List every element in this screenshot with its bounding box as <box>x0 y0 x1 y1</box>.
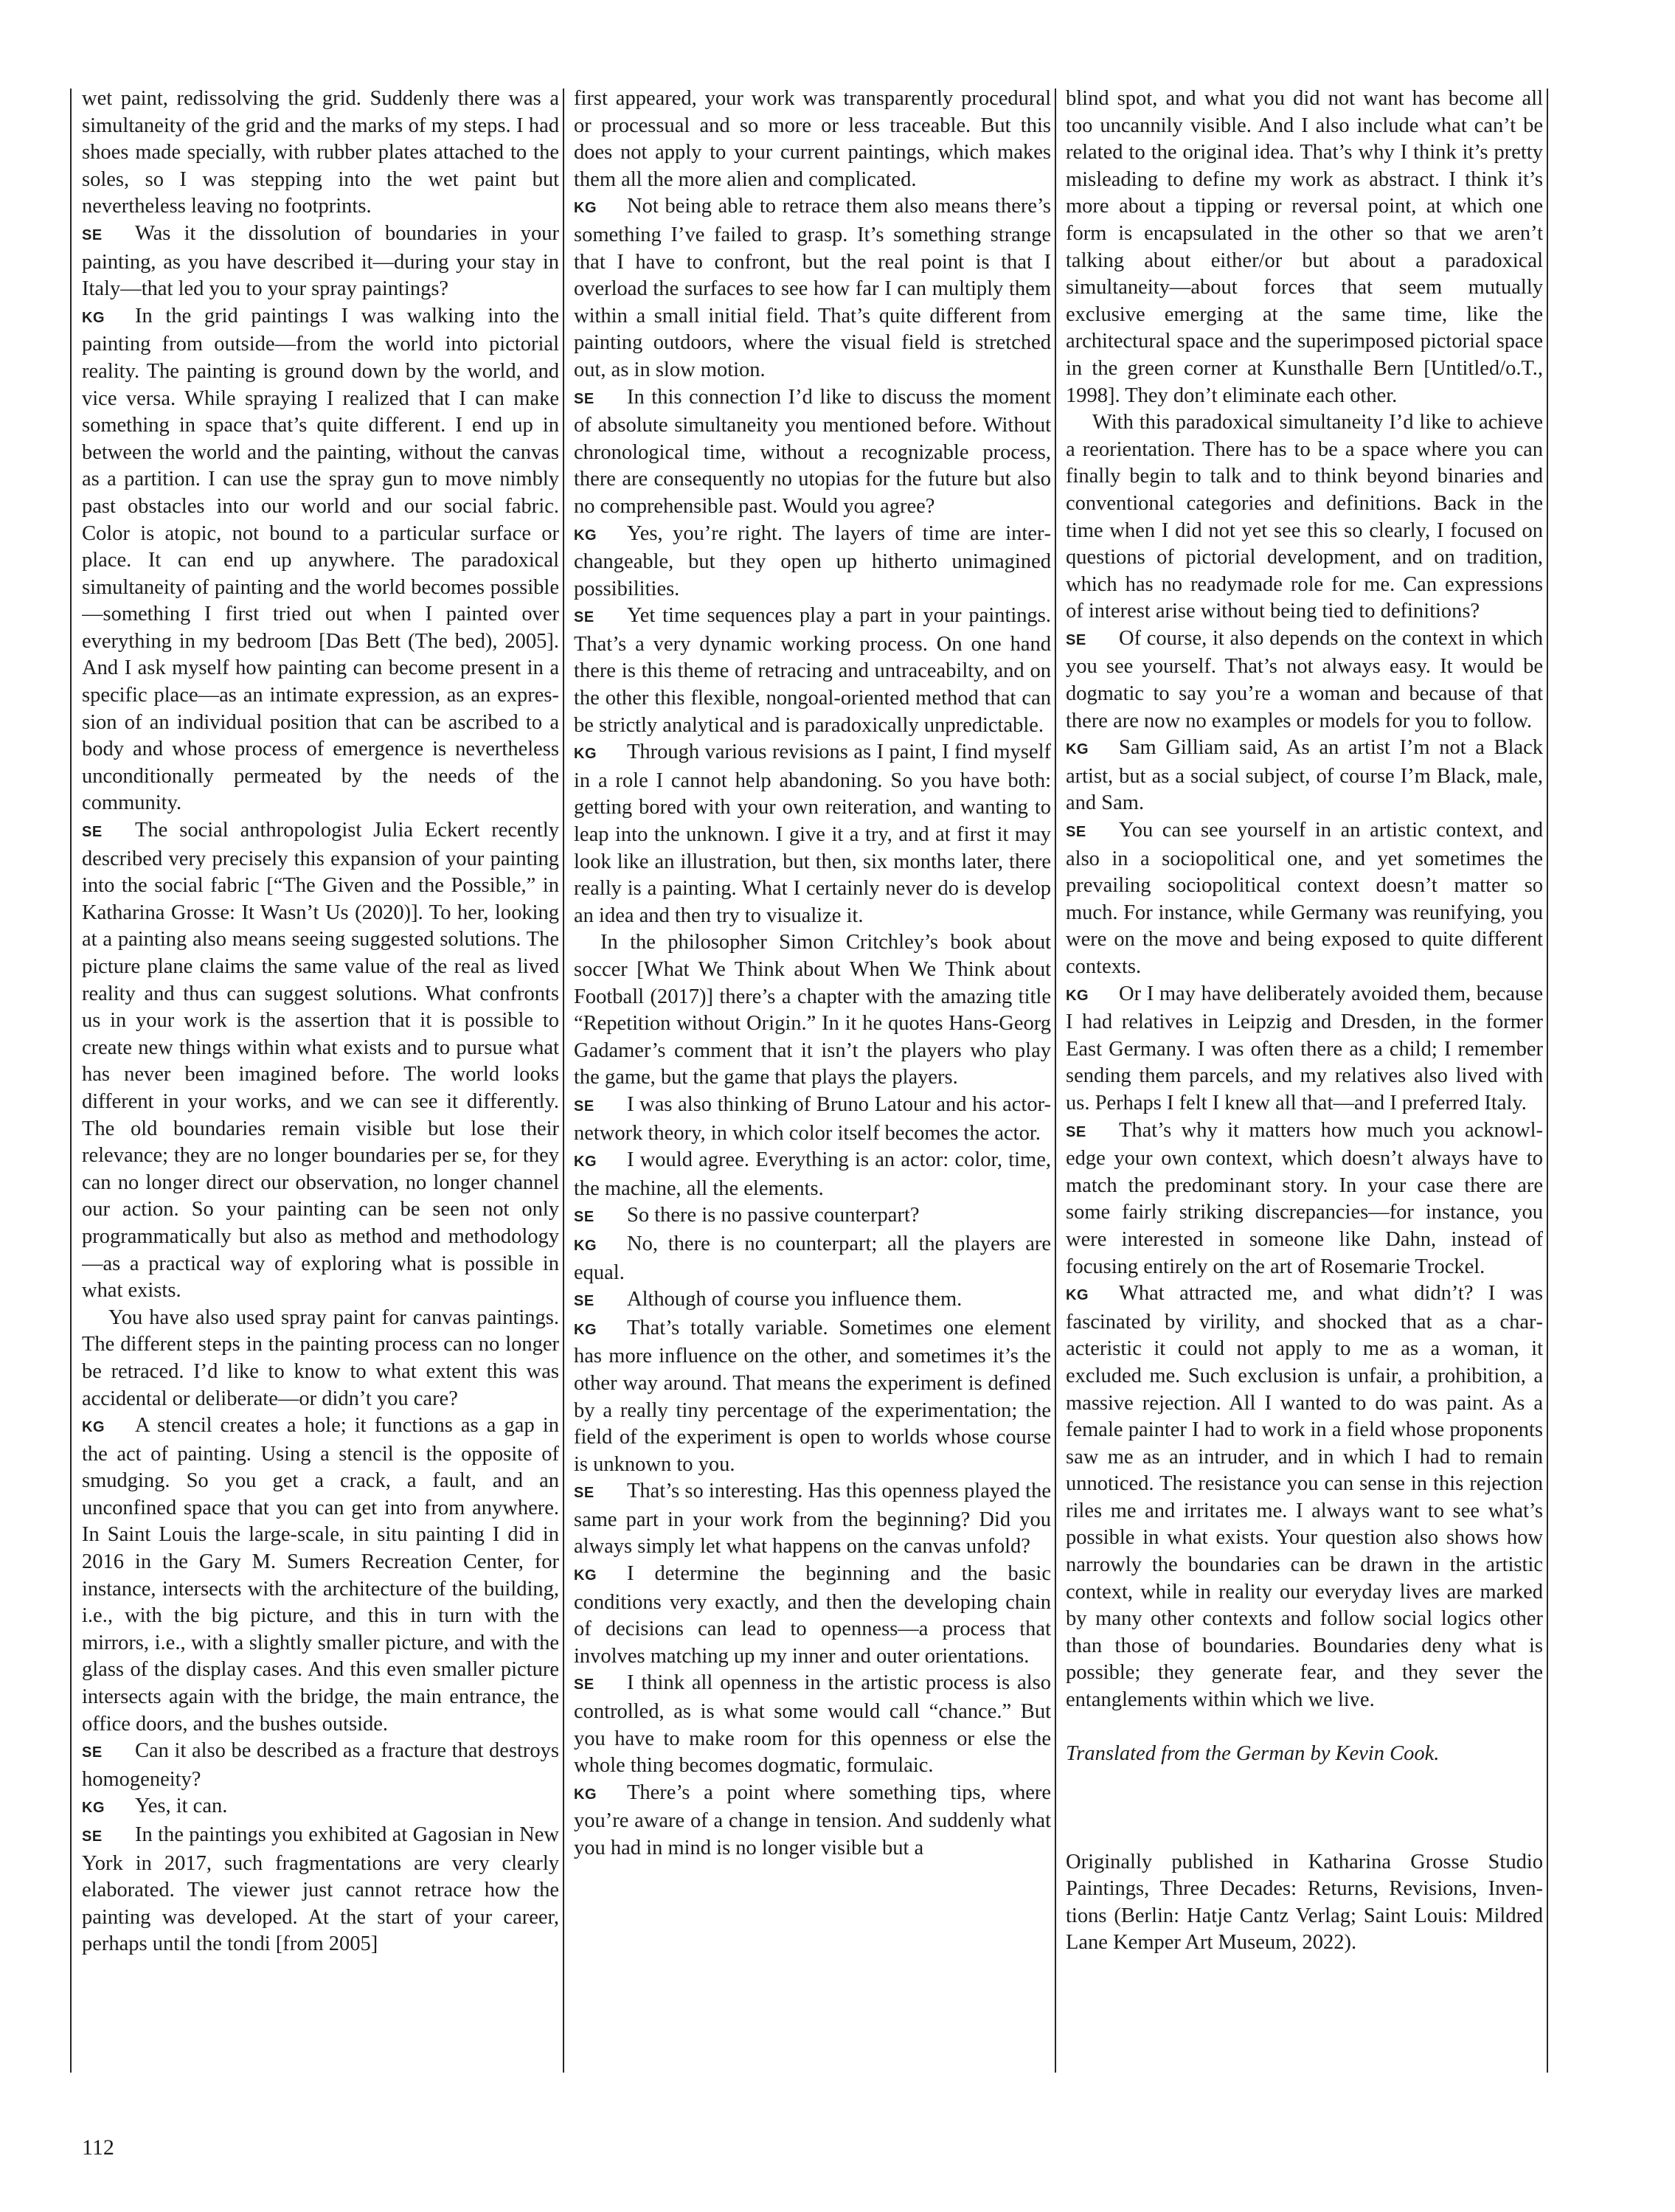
paragraph-text: I think all openness in the artistic process is also controlled, as is what some would call “chance.” But you have to make room for this openness or else the whole thing becomes dogmatic, formulaic. <box>574 1671 1051 1778</box>
speaker-label: SE <box>82 1828 103 1845</box>
speaker-label: SE <box>574 1098 594 1114</box>
column-rule <box>70 89 72 2073</box>
interview-turn <box>574 1231 1051 1286</box>
interview-turn <box>574 1315 1051 1479</box>
paragraph-spacer <box>1066 1714 1543 1741</box>
paragraph-text: So there is no passive counterpart? <box>627 1204 920 1227</box>
column-rule <box>1055 89 1056 2073</box>
paragraph-text: wet paint, redissolving the grid. Suddenly there was a simultaneity of the grid and the marks of my steps. I had shoes made specially, with rubber plates attached to the soles, so I was stepping into the wet paint but nevertheless leaving no footprints. <box>82 87 559 218</box>
interview-turn <box>574 1670 1051 1779</box>
paragraph-text: With this paradoxical simultaneity I’d like to achieve a reorientation. There has to be a space where you can finally begin to talk and to think beyond binaries and conventional categories and definitions. Back in the time when I did not yet see this so clearly, I focused on questions of pictorial development, and on tradition, which has no readymade role for me. Can expressions of interest arise without being tied to definitions? <box>1066 411 1543 623</box>
interview-turn <box>574 603 1051 739</box>
paragraph <box>1066 409 1543 625</box>
interview-turn <box>574 193 1051 384</box>
speaker-label: SE <box>574 1209 594 1226</box>
column-rule <box>563 89 564 2073</box>
paragraph-text: Can it also be described as a fracture that destroys homogeneity? <box>82 1739 559 1791</box>
speaker-label: SE <box>82 1744 103 1761</box>
interview-turn <box>574 1286 1051 1315</box>
speaker-label: KG <box>574 746 597 763</box>
speaker-label: KG <box>574 1567 597 1584</box>
paragraph-text: No, there is no counterpart; all the players are equal. <box>574 1232 1051 1284</box>
speaker-label: KG <box>82 309 105 326</box>
speaker-label: SE <box>574 609 594 626</box>
interview-turn <box>1066 625 1543 735</box>
speaker-label: KG <box>574 200 597 217</box>
speaker-label: KG <box>82 1800 105 1817</box>
speaker-label: KG <box>82 1419 105 1436</box>
interview-turn <box>574 1780 1051 1862</box>
paragraph-spacer <box>1066 1768 1543 1849</box>
paragraph-text: Yes, it can. <box>135 1795 228 1818</box>
paragraph-text: Although of course you influence them. <box>627 1288 963 1311</box>
interview-turn <box>82 221 559 303</box>
paragraph-text: Sam Gilliam said, As an artist I’m not a Black artist, but as a social subject, of course I’m Black, male, and Sam. <box>1066 736 1543 815</box>
speaker-label: KG <box>574 1786 597 1803</box>
paragraph-text: You have also used spray paint for canvas paintings. The different steps in the painting process can no longer be retraced. I’d like to know to what extent this was accidental or deliberate—or didn’t you care? <box>82 1306 559 1410</box>
paragraph-text: That’s totally variable. Sometimes one element has more influence on the other, and sometimes it’s the other way around. That means the experiment is defined by a really tiny percentage of the experimentation; the field of the experiment is open to worlds whose course is unknown to you. <box>574 1316 1051 1476</box>
paragraph-text: There’s a point where something tips, where you’re aware of a change in tension. And suddenly what you had in mind is no longer visible but a <box>574 1781 1051 1859</box>
column-rule <box>1547 89 1548 2073</box>
paragraph-text: That’s so interesting. Has this openness played the same part in your work from the beginning? Did you always simply let what happens on the canvas unfold? <box>574 1480 1051 1559</box>
interview-turn <box>82 1793 559 1822</box>
paragraph <box>574 86 1051 193</box>
interview-turn <box>574 1147 1051 1202</box>
interview-turn <box>1066 735 1543 817</box>
text-column-1 <box>82 86 559 2071</box>
paragraph-text: The social anthropologist Julia Eckert recently described very precisely this expansion of your painting into the social fabric [“The Given and the Possible,” in Katharina Grosse: It Wasn’t Us (2020)]. To her, looking at a painting also means seeing suggested solutions. The picture plane claims the same value of the real as lived reality and thus can suggest solutions. What confronts us in your work is the assertion that it is possible to create new things within what exists and to pursue what has never been imagined before. The world looks different in your works, and we can see it differently. The old boundaries remain visible but lose their relevance; they are no longer boundaries per se, for they can no longer direct our observation, no longer channel our action. So your painting can be seen not only programmatically but also as method and methodology—as a practical way of exploring what is possible in what exists. <box>82 819 559 1303</box>
paragraph-text: first appeared, your work was transparently procedural or processual and so more or less traceable. But this does not apply to your current paintings, which makes them all the more alien and complicated. <box>574 87 1051 191</box>
speaker-label: SE <box>1066 631 1086 648</box>
speaker-label: SE <box>82 226 103 243</box>
speaker-label: KG <box>1066 1287 1089 1304</box>
paragraph-text: I was also thinking of Bruno Latour and his actor-network theory, in which color itself becomes the actor. <box>574 1092 1051 1145</box>
speaker-label: KG <box>1066 987 1089 1004</box>
speaker-label: KG <box>574 1237 597 1254</box>
speaker-label: SE <box>574 390 594 407</box>
speaker-label: KG <box>574 1321 597 1338</box>
interview-turn <box>574 1202 1051 1231</box>
speaker-label: SE <box>82 824 103 841</box>
interview-turn <box>82 303 559 817</box>
speaker-label: SE <box>574 1677 594 1693</box>
interview-turn <box>82 1738 559 1793</box>
page-number: 112 <box>82 2135 114 2160</box>
paragraph <box>574 929 1051 1092</box>
interview-turn <box>1066 1280 1543 1714</box>
interview-turn <box>574 1561 1051 1670</box>
paragraph-text: Yes, you’re right. The layers of time are interchangeable, but they open up hitherto unimagined possibilities. <box>574 521 1051 600</box>
paragraph <box>1066 86 1543 409</box>
paragraph-text: I determine the beginning and the basic conditions very exactly, and then the developing chain of decisions can lead to openness—a process that involves matching up my inner and outer orientations. <box>574 1562 1051 1668</box>
speaker-label: SE <box>574 1293 594 1310</box>
paragraph-text: That’s why it matters how much you acknowledge your own context, which doesn’t always have to match the predominant story. In your case there are some fairly striking discrepancies—for instance, you were interested in someone like Dahn, instead of focusing entirely on the art of Rosemarie Trockel. <box>1066 1118 1543 1278</box>
speaker-label: SE <box>574 1485 594 1502</box>
paragraph-text: In the philosopher Simon Critchley’s book about soccer [What We Think about When We Think about Football (2017)] there’s a chapter with the amazing title “Repetition without Origin.” In it he quotes Hans-Georg Gadamer’s comment that it isn’t the players who play the game, but the game that plays the players. <box>574 931 1051 1089</box>
paragraph-text: Or I may have deliberately avoided them, because I had relatives in Leipzig and Dresden, in the former East Germany. I was often there as a child; I remember sending them parcels, and my relatives also lived with us. Perhaps I felt I knew all that—and I preferred Italy. <box>1066 982 1543 1114</box>
paragraph-text: Of course, it also depends on the context in which you see yourself. That’s not always easy. It would be dogmatic to say you’re a woman and because of that there are now no examples or models for you to follow. <box>1066 626 1543 732</box>
paragraph-text: You can see yourself in an artistic context, and also in a sociopolitical one, and yet sometimes the prevailing sociopolitical context doesn’t matter so much. For instance, while Germany was reunifying, you were on the move and being exposed to quite different contexts. <box>1066 819 1543 978</box>
paragraph-text: What attracted me, and what didn’t? I was fascinated by virility, and shocked that as a characteristic it could not apply to me as a woman, it excluded me. Such exclusion is unfair, a prohibition, a massive rejection. All I wanted to do was paint. As a female painter I had to work in a field whose proponents saw me as an intruder, and in which I had to remain unnoticed. The resistance you can sense in this rejection riles me and irritates me. I always want to see what’s possible in what exists. Your question also shows how narrowly the boundaries can be drawn in the artistic context, while in reality our everyday lives are marked by many other contexts and follow social logics other than those of boundaries. Boundaries deny what is possible; they generate fear, and they sever the entanglements within which we live. <box>1066 1282 1543 1712</box>
text-column-3 <box>1066 86 1543 2071</box>
paragraph <box>1066 1741 1543 1768</box>
paragraph-text: Translated from the German by Kevin Cook. <box>1066 1742 1440 1766</box>
paragraph-text: A stencil creates a hole; it functions as a gap in the act of painting. Using a stencil is the opposite of smudging. So you get a crack, a fault, and an unconfined space that you can get into from anywhere. In Saint Louis the large-scale, in situ painting I did in 2016 in the Gary M. Sumers Recreation Center, for instance, intersects with the architecture of the building, i.e., with the big picture, and this in turn with the mirrors, i.e., with a slightly smaller picture, and with the glass of the display cases. And this even smaller picture intersects again with the bridge, the main entrance, the office doors, and the bushes outside. <box>82 1414 559 1736</box>
speaker-label: KG <box>574 1154 597 1171</box>
paragraph <box>82 86 559 221</box>
speaker-label: KG <box>574 527 597 544</box>
speaker-label: SE <box>1066 824 1086 841</box>
paragraph-text: In the grid paintings I was walking into the painting from outside—from the world into pictorial reality. The painting is ground down by the world, and vice versa. While spraying I realized that I can make something in space that’s quite different. I end up in between the world and the painting, without the canvas as a partition. I can use the spray gun to move nimbly past obstacles into our world and our social fabric. Color is atopic, not bound to a particular surface or place. It can end up anywhere. The paradoxical simultaneity of painting and the world becomes possible—something I first tried out when I painted over everything in my bedroom [Das Bett (The bed), 2005]. And I ask myself how painting can become present in a specific place—as an intimate expression, as an expression of an individual position that can be ascribed to a body and whose process of emergence is nevertheless unconditionally permeated by the needs of the community. <box>82 304 559 815</box>
paragraph <box>82 1305 559 1412</box>
speaker-label: SE <box>1066 1123 1086 1140</box>
paragraph-text: Yet time sequences play a part in your paintings. That’s a very dynamic working process. On one hand there is this theme of retracing and untraceabilty, and on the other this flexible, nongoal-oriented method that can be strictly analytical and is paradoxically unpredictable. <box>574 604 1051 737</box>
interview-turn <box>574 521 1051 603</box>
paragraph-text: Not being able to retrace them also means there’s something I’ve failed to grasp. It’s something strange that I have to confront, but the real point is that I overload the surfaces to see how far I can multiply them within a small initial field. That’s quite different from painting outdoors, where the visual field is stretched out, as in slow motion. <box>574 195 1051 381</box>
text-column-2 <box>574 86 1051 2071</box>
interview-turn <box>574 739 1051 929</box>
interview-turn <box>82 1412 559 1738</box>
interview-turn <box>574 1092 1051 1147</box>
interview-turn <box>82 1822 559 1958</box>
paragraph-text: Originally published in Katharina Grosse Studio Paintings, Three Decades: Returns, Revisions, Inventions (Berlin: Hatje Cantz Verlag; Saint Louis: Mildred Lane Kemper Art Museum, 2022). <box>1066 1850 1543 1955</box>
interview-turn <box>1066 817 1543 981</box>
interview-turn <box>1066 981 1543 1117</box>
interview-turn <box>574 1478 1051 1561</box>
paragraph <box>1066 1849 1543 1957</box>
speaker-label: KG <box>1066 741 1089 758</box>
paragraph-text: Was it the dissolution of boundaries in your painting, as you have described it—during your stay in Italy—that led you to your spray paintings? <box>82 221 559 301</box>
paragraph-text: I would agree. Everything is an actor: color, time, the machine, all the elements. <box>574 1148 1051 1200</box>
paragraph-text: In this connection I’d like to discuss the moment of absolute simultaneity you mentioned before. Without chronological time, without a recognizable process, there are consequently no utopias for the future but also no comprehensible past. Would you agree? <box>574 385 1051 518</box>
paragraph-text: blind spot, and what you did not want has become all too uncannily visible. And I also include what can’t be related to the original idea. That’s why I think it’s pretty misleading to define my work as abstract. I think it’s more about a tipping or reversal point, at which one form is encapsulated in the other so that we aren’t talking about either/or but about a paradoxical simultaneity—about forces that seem mutually exclusive emerging at the same time, like the architectural space and the superimposed pictorial space in the green corner at Kunsthalle Bern [Untitled/o.T., 1998]. They don’t eliminate each other. <box>1066 87 1543 407</box>
interview-turn <box>574 384 1051 521</box>
interview-turn <box>1066 1117 1543 1281</box>
paragraph-text: In the paintings you exhibited at Gagosian in New York in 2017, such fragmentations are very clearly elaborated. The viewer just cannot retrace how the painting was developed. At the start of your career, perhaps until the tondi [from 2005] <box>82 1823 559 1956</box>
paragraph-text: Through various revisions as I paint, I find myself in a role I cannot help abandoning. So you have both: getting bored with your own reiteration, and wanting to leap into the unknown. I give it a try, and at first it may look like an illustration, but then, six months later, there really is a painting. What I certainly never do is develop an idea and then try to visualize it. <box>574 741 1051 927</box>
interview-turn <box>82 817 559 1305</box>
